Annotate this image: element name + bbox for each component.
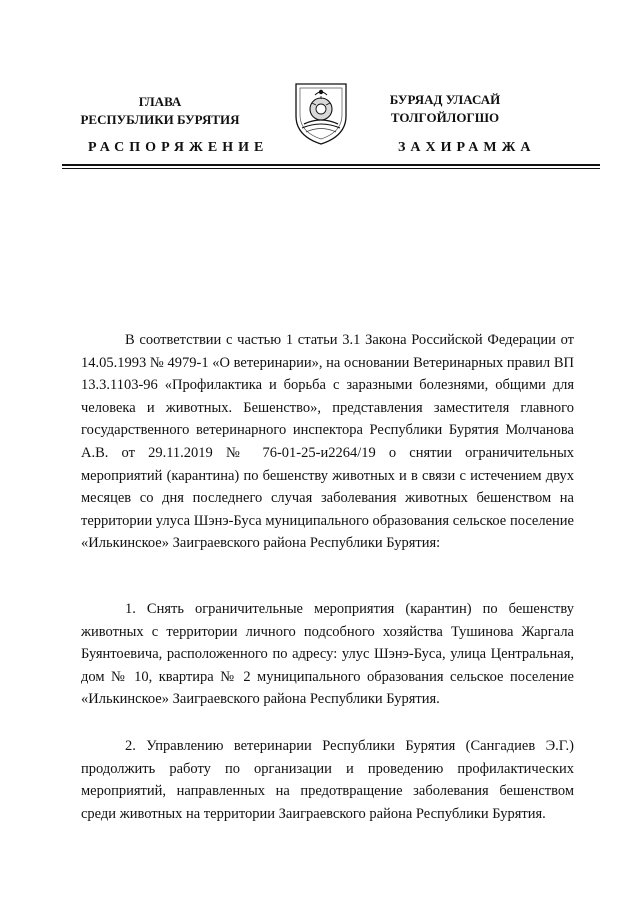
- issuer-title-bua-line1: БУРЯАД УЛАСАЙ: [389, 92, 501, 107]
- document-type-ru: РАСПОРЯЖЕНИЕ: [88, 140, 269, 155]
- preamble-paragraph: В соответствии с частью 1 статьи 3.1 Закона Российской Федерации от 14.05.1993 № 4979-1 «О ветеринарии», на основании Ветеринарных правил ВП 13.3.1103-96 «Профилактика и борьба с заразными болезнями, общими для человека и животных. Бешенство», представления заместителя главного государственного ветеринарного инспектора Республики Бурятия Молчанова А.В. от 29.11.2019 № 76-01-25-и2264/19 о снятии ограничительных мероприятий (карантина) по бешенству животных и в связи с истечением двух месяцев со дня последнего случая заболевания животных бешенством на территории улуса Шэнэ-Буса муниципального образования сельское поселение «Илькинское» Заиграевского района Республики Бурятия:: [81, 332, 574, 552]
- issuer-title-bua: [370, 91, 520, 127]
- issuer-title-bua-line2: ТОЛГОЙЛОГШО: [390, 110, 500, 125]
- issuer-title-ru-line2: РЕСПУБЛИКИ БУРЯТИЯ: [80, 112, 240, 127]
- issuer-title-ru-line1: ГЛАВА: [138, 94, 182, 109]
- issuer-title-ru: [70, 93, 250, 129]
- buryatia-coat-of-arms-icon: [292, 78, 350, 146]
- order-item-1: 1. Снять ограничительные мероприятия (карантин) по бешенству животных с территории личного подсобного хозяйства Тушинова Жаргала Буянтоевича, расположенного по адресу: улус Шэнэ-Буса, улица Центральная, дом № 10, квартира № 2 муниципального образования сельское поселение «Илькинское» Заиграевского района Республики Бурятия.: [81, 601, 574, 708]
- order-item-2: 2. Управлению ветеринарии Республики Бурятия (Сангадиев Э.Г.) продолжить работу по организации и проведению профилактических мероприятий, направленных на предотвращение заболевания бешенством среди животных на территории Заиграевского района Республики Бурятия.: [81, 738, 574, 822]
- header-divider-thick: [62, 164, 600, 166]
- header-divider-thin: [62, 168, 600, 169]
- document-type-bua: ЗАХИРАМЖА: [398, 140, 536, 155]
